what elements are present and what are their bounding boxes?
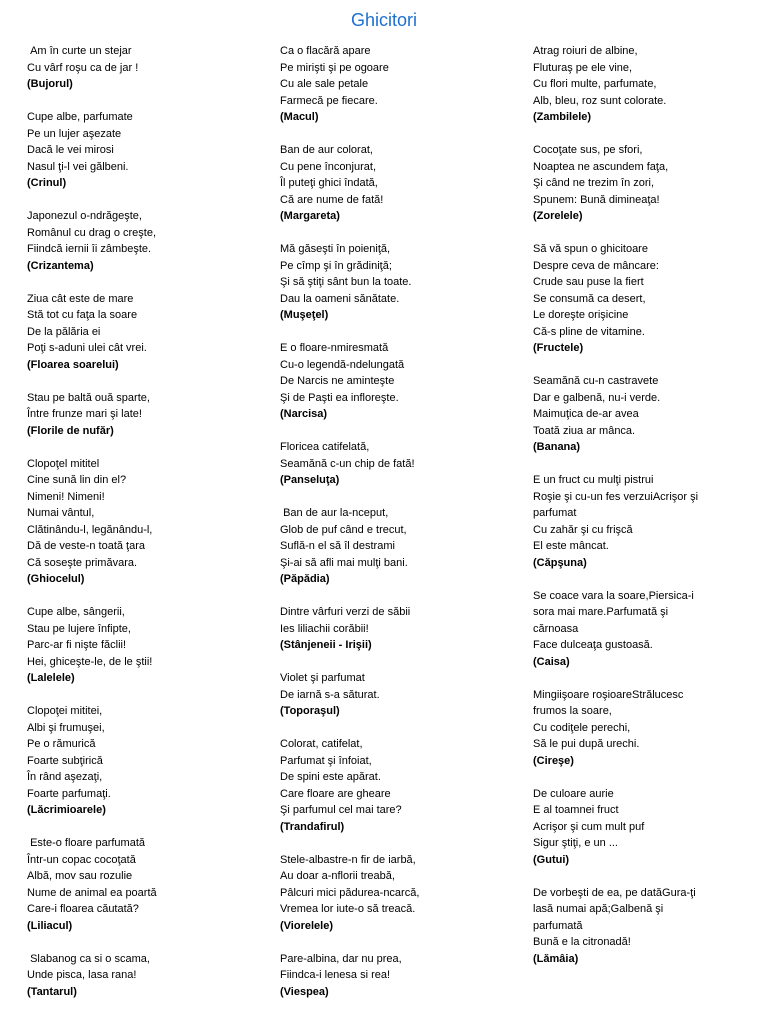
riddle-answer: (Lalelele) bbox=[27, 672, 75, 684]
riddle-line: Ban de aur colorat, bbox=[280, 144, 373, 156]
riddle-column-2 bbox=[280, 43, 520, 1017]
riddle bbox=[280, 439, 520, 489]
riddle-line: Au doar a-nflorii treabă, bbox=[280, 870, 395, 882]
riddle-line: cărnoasa bbox=[533, 622, 579, 635]
riddle bbox=[280, 241, 520, 324]
riddle-line: Face dulceaţa gustoasă. bbox=[533, 639, 653, 651]
riddle-line: Stă tot cu faţa la soare bbox=[27, 309, 138, 321]
riddle-answer: (Fructele) bbox=[533, 342, 584, 354]
riddle-line: lasă numai apă;Galbenă şi bbox=[533, 903, 664, 915]
riddle-line: Pe un lujer aşezate bbox=[27, 127, 122, 140]
riddle-line: Despre ceva de mâncare: bbox=[533, 259, 659, 272]
riddle-line: Suflă-n el să îl destrami bbox=[280, 540, 395, 552]
riddle-answer: (Liliacul) bbox=[27, 919, 73, 932]
riddle bbox=[533, 373, 768, 456]
riddle bbox=[27, 43, 267, 93]
riddle-line: Clătinându-l, legănându-l, bbox=[27, 523, 153, 536]
riddle bbox=[280, 142, 520, 225]
riddle-line: Parc-ar fi nişte făclii! bbox=[27, 639, 127, 651]
riddle-line: Pe mirişti şi pe ogoare bbox=[280, 61, 389, 74]
riddle-line: Le doreşte orişicine bbox=[533, 309, 629, 321]
riddle-line: Şi de Paşti ea infloreşte. bbox=[280, 391, 399, 404]
riddle-line: Toată ziua ar mânca. bbox=[533, 424, 636, 437]
riddle bbox=[27, 390, 267, 440]
riddle bbox=[27, 604, 267, 687]
riddle-line: Şi să ştiţi sânt bun la toate. bbox=[280, 276, 412, 288]
riddle-column-1 bbox=[27, 43, 267, 1017]
riddle-line: Să vă spun o ghicitoare bbox=[533, 243, 648, 255]
riddle-answer: (Lămâia) bbox=[533, 952, 579, 965]
riddle-line: Într-un copac cocoţată bbox=[27, 853, 136, 866]
riddle-line: Numai vântul, bbox=[27, 507, 95, 519]
riddle-answer: (Păpădia) bbox=[280, 573, 330, 585]
riddle-answer: (Viespea) bbox=[280, 985, 329, 998]
riddle-line: E al toamnei fruct bbox=[533, 804, 619, 816]
riddle bbox=[533, 588, 768, 671]
riddle-line: Fiindca-i lenesa si rea! bbox=[280, 969, 391, 981]
riddle-line: Foarte parfumaţi. bbox=[27, 787, 111, 800]
riddle bbox=[280, 505, 520, 588]
riddle-line: Românul cu drag o creşte, bbox=[27, 226, 157, 239]
riddle-line: Cu pene înconjurat, bbox=[280, 160, 377, 173]
riddle-line: De Narcis ne aminteşte bbox=[280, 375, 395, 387]
riddle-answer: (Florile de nufăr) bbox=[27, 424, 114, 437]
riddle bbox=[27, 835, 267, 934]
riddle-answer: (Lăcrimioarele) bbox=[27, 804, 106, 816]
riddle bbox=[280, 852, 520, 935]
riddle-line: Maimuţica de-ar avea bbox=[533, 408, 639, 420]
riddle-line: Cu-o legendă-ndelungată bbox=[280, 358, 405, 371]
riddle-line: Cupe albe, parfumate bbox=[27, 111, 133, 123]
riddle-line: De culoare aurie bbox=[533, 787, 614, 800]
riddle-line: Care floare are gheare bbox=[280, 787, 391, 800]
riddle-line: Violet şi parfumat bbox=[280, 672, 365, 684]
riddle bbox=[280, 43, 520, 126]
riddle-line: Dau la oameni sănătate. bbox=[280, 292, 400, 305]
riddle-line: E un fruct cu mulţi pistrui bbox=[533, 474, 654, 486]
riddle-line: Unde pisca, lasa rana! bbox=[27, 969, 137, 981]
riddle-answer: (Muşeţel) bbox=[280, 309, 329, 321]
riddle-line: Ziua cât este de mare bbox=[27, 292, 134, 305]
riddle-line: Vremea lor iute-o să treacă. bbox=[280, 903, 416, 915]
riddle bbox=[533, 142, 768, 225]
riddle bbox=[280, 736, 520, 835]
riddle-line: E o floare-nmiresmată bbox=[280, 342, 389, 354]
riddle-answer: (Floarea soarelui) bbox=[27, 358, 119, 371]
riddle-line: Japonezul o-ndrăgeşte, bbox=[27, 210, 142, 222]
riddle-answer: (Căpşuna) bbox=[533, 556, 587, 569]
riddle-line: parfumată bbox=[533, 919, 583, 932]
riddle-line: Mă găseşti în poieniţă, bbox=[280, 243, 391, 255]
riddle-line: Cupe albe, sângerii, bbox=[27, 606, 125, 618]
riddle-line: Crude sau puse la fiert bbox=[533, 276, 644, 288]
riddle-line: Cocoţate sus, pe sfori, bbox=[533, 144, 643, 156]
riddle-line: Stau pe lujere înfipte, bbox=[27, 622, 131, 635]
riddle-line: Fluturaş pe ele vine, bbox=[533, 61, 633, 74]
riddle-line: Că are nume de fată! bbox=[280, 193, 384, 206]
riddle-line: Cu codiţele perechi, bbox=[533, 721, 631, 734]
riddle-line: Nume de animal ea poartă bbox=[27, 886, 157, 899]
riddle-line: Nimeni! Nimeni! bbox=[27, 490, 105, 503]
riddle bbox=[533, 241, 768, 357]
riddle-line: Am în curte un stejar bbox=[27, 45, 132, 57]
riddle-line: Atrag roiuri de albine, bbox=[533, 45, 638, 57]
riddle-line: Între frunze mari şi late! bbox=[27, 408, 142, 420]
riddle-line: Că soseşte primăvara. bbox=[27, 556, 138, 569]
riddle-line: Pe cîmp şi în grădiniţă; bbox=[280, 259, 392, 272]
riddle-line: Albi şi frumuşei, bbox=[27, 721, 105, 734]
riddle-line: Şi când ne trezim în zori, bbox=[533, 177, 655, 189]
riddle bbox=[280, 340, 520, 423]
riddle-line: Dintre vârfuri verzi de săbii bbox=[280, 606, 411, 618]
riddle-line: De vorbeşti de ea, pe datăGura-ţi bbox=[533, 886, 696, 899]
riddle bbox=[27, 208, 267, 274]
riddle-line: Cu vârf roşu ca de jar ! bbox=[27, 61, 139, 74]
riddle-answer: (Zambilele) bbox=[533, 111, 592, 123]
riddle-line: Este-o floare parfumată bbox=[27, 837, 146, 849]
riddle bbox=[27, 456, 267, 588]
riddle-answer: (Tantarul) bbox=[27, 985, 77, 998]
riddle-line: Floricea catifelată, bbox=[280, 441, 370, 453]
riddle-answer: (Zorelele) bbox=[533, 210, 583, 222]
riddle-line: Seamănă cu-n castravete bbox=[533, 375, 659, 387]
riddle-line: Şi-ai să afli mai mulţi bani. bbox=[280, 556, 408, 569]
riddle-answer: (Toporaşul) bbox=[280, 705, 340, 717]
riddle-line: Colorat, catifelat, bbox=[280, 738, 363, 750]
riddle-line: Farmecă pe fiecare. bbox=[280, 94, 378, 107]
riddle-line: Dă de veste-n toată ţara bbox=[27, 540, 146, 552]
riddle-line: Cu zahăr şi cu frişcă bbox=[533, 523, 633, 536]
riddle bbox=[533, 43, 768, 126]
riddle-line: Seamănă c-un chip de fată! bbox=[280, 457, 415, 470]
riddle-line: Cu ale sale petale bbox=[280, 78, 369, 90]
riddle-line: De iarnă s-a săturat. bbox=[280, 688, 380, 701]
riddle-line: Sigur ştiţi, e un ... bbox=[533, 837, 618, 849]
riddle-answer: (Trandafirul) bbox=[280, 820, 345, 833]
riddle-answer: (Bujorul) bbox=[27, 78, 73, 90]
riddle bbox=[533, 687, 768, 770]
riddle-line: Roşie şi cu-un fes verzuiAcrişor şi bbox=[533, 490, 699, 503]
riddle bbox=[280, 670, 520, 720]
riddle-answer: (Caisa) bbox=[533, 655, 570, 668]
riddle-line: Mingiişoare roşioareStrălucesc bbox=[533, 688, 684, 701]
riddle-line: sora mai mare.Parfumată şi bbox=[533, 606, 669, 618]
page-title: Ghicitori bbox=[350, 10, 417, 30]
riddle-answer: (Margareta) bbox=[280, 210, 340, 222]
riddle-answer: (Stânjeneii - Irişii) bbox=[280, 639, 372, 651]
riddle-line: Poţi s-aduni ulei cât vrei. bbox=[27, 342, 147, 354]
riddle-line: El este mâncat. bbox=[533, 540, 609, 552]
riddle bbox=[27, 951, 267, 1001]
riddle-line: Hei, ghiceşte-le, de le ştii! bbox=[27, 655, 153, 668]
riddle-answer: (Gutui) bbox=[533, 853, 570, 866]
riddle-line: Albă, mov sau rozulie bbox=[27, 870, 133, 882]
riddle-line: Spunem: Bună dimineaţa! bbox=[533, 193, 660, 206]
riddle-line: Bună e la citronadă! bbox=[533, 936, 631, 948]
riddle-answer: (Crizantema) bbox=[27, 259, 94, 272]
riddle-answer: (Ghiocelul) bbox=[27, 573, 85, 585]
riddle-line: Parfumat şi înfoiat, bbox=[280, 754, 372, 767]
riddle-column-3 bbox=[533, 43, 768, 984]
riddle-line: De spini este apărat. bbox=[280, 771, 381, 783]
riddle bbox=[280, 951, 520, 1001]
riddle-line: Cu flori multe, parfumate, bbox=[533, 78, 657, 90]
riddle-line: Pe o rămurică bbox=[27, 738, 96, 750]
riddle-answer: (Narcisa) bbox=[280, 408, 328, 420]
riddle-line: Nasul ţi-l vei gălbeni. bbox=[27, 160, 129, 173]
riddle bbox=[533, 786, 768, 869]
riddle-answer: (Macul) bbox=[280, 111, 319, 123]
riddle-line: Pare-albina, dar nu prea, bbox=[280, 952, 402, 965]
riddle-line: Că-s pline de vitamine. bbox=[533, 325, 645, 338]
riddle-answer: (Banana) bbox=[533, 441, 581, 453]
riddle-line: Slabanog ca si o scama, bbox=[27, 952, 150, 965]
riddle bbox=[27, 703, 267, 819]
riddle bbox=[533, 472, 768, 571]
riddle-line: Cine sună lin din el? bbox=[27, 474, 127, 486]
riddle-line: Dacă le vei mirosi bbox=[27, 144, 114, 156]
riddle-line: Acrişor şi cum mult puf bbox=[533, 820, 645, 833]
riddle-line: Noaptea ne ascundem faţa, bbox=[533, 160, 669, 173]
riddle-line: Se coace vara la soare,Piersica-i bbox=[533, 589, 694, 602]
riddle-answer: (Cireşe) bbox=[533, 754, 574, 767]
riddle-line: Foarte subţirică bbox=[27, 754, 103, 767]
riddle-line: Dar e galbenă, nu-i verde. bbox=[533, 391, 661, 404]
riddle-answer: (Crinul) bbox=[27, 177, 67, 189]
riddle-line: frumos la soare, bbox=[533, 705, 612, 717]
riddle bbox=[533, 885, 768, 968]
riddle-line: Care-i floarea căutată? bbox=[27, 903, 139, 915]
riddle-line: Să le pui după urechi. bbox=[533, 738, 640, 750]
riddle-line: Ies liliachii corăbii! bbox=[280, 622, 369, 635]
riddle-line: Alb, bleu, roz sunt colorate. bbox=[533, 94, 667, 107]
riddle-line: Clopoţei mititei, bbox=[27, 705, 103, 717]
riddle-line: Fiindcă iernii îi zâmbeşte. bbox=[27, 243, 152, 255]
riddle-line: De la pălăria ei bbox=[27, 325, 101, 338]
riddle-answer: (Viorelele) bbox=[280, 919, 333, 932]
riddle-line: Glob de puf când e trecut, bbox=[280, 523, 407, 536]
riddle-line: Stele-albastre-n fir de iarbă, bbox=[280, 853, 416, 866]
riddle-line: parfumat bbox=[533, 507, 577, 519]
riddle-line: Ca o flacără apare bbox=[280, 45, 371, 57]
riddle-line: În rând aşezaţi, bbox=[27, 771, 103, 783]
riddle-answer: (Panseluţa) bbox=[280, 474, 340, 486]
riddle bbox=[27, 291, 267, 374]
riddle-line: Se consumă ca desert, bbox=[533, 292, 646, 305]
riddle-line: Stau pe baltă ouă sparte, bbox=[27, 391, 150, 404]
riddle-line: Clopoţel mititel bbox=[27, 457, 100, 470]
riddle bbox=[27, 109, 267, 192]
riddle-line: Pâlcuri mici pădurea-ncarcă, bbox=[280, 886, 420, 899]
riddle-line: Şi parfumul cel mai tare? bbox=[280, 804, 402, 816]
riddle-line: Ban de aur la-nceput, bbox=[280, 507, 389, 519]
riddle-line: Îl puteţi ghici îndată, bbox=[280, 177, 378, 189]
riddle bbox=[280, 604, 520, 654]
